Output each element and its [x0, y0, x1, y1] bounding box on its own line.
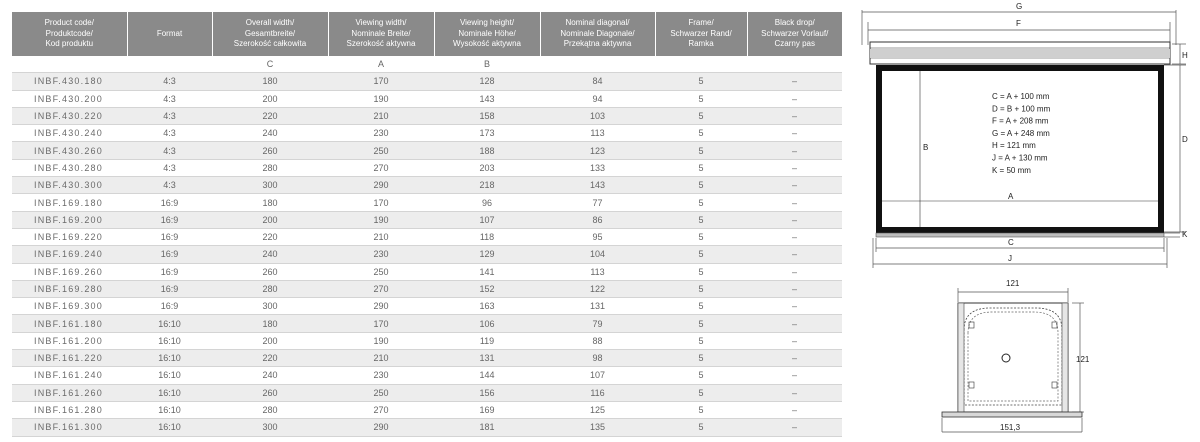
table-cell: 5 [655, 246, 747, 263]
section-base-label: 151,3 [1000, 423, 1021, 432]
table-cell: 200 [212, 332, 328, 349]
table-row [12, 125, 842, 142]
column-header-line: Overall width/ [245, 18, 295, 28]
column-header-line: Format [156, 28, 183, 38]
product-code-cell: INBF.169.180 [12, 194, 127, 211]
dimension-diagram [850, 0, 1200, 442]
table-cell: – [747, 211, 842, 228]
table-cell: 16:9 [127, 194, 212, 211]
bottom-bar [876, 233, 1164, 237]
table-cell: 131 [434, 350, 540, 367]
label-c: C [1008, 238, 1014, 247]
product-code-cell: INBF.430.240 [12, 125, 127, 142]
table-cell: 16:10 [127, 350, 212, 367]
dimension-letter-cell [12, 56, 127, 73]
product-code-cell: INBF.161.200 [12, 332, 127, 349]
table-cell: 260 [212, 263, 328, 280]
table-cell: 4:3 [127, 177, 212, 194]
column-header [12, 12, 127, 56]
table-cell: 5 [655, 298, 747, 315]
table-cell: 94 [540, 90, 655, 107]
column-header-line: Nominale Breite/ [351, 28, 411, 38]
table-cell: 220 [212, 107, 328, 124]
table-row [12, 228, 842, 245]
table-cell: 5 [655, 107, 747, 124]
table-cell: 119 [434, 332, 540, 349]
table-cell: 290 [328, 177, 434, 194]
column-header-line: Viewing width/ [355, 18, 407, 28]
table-cell: 4:3 [127, 125, 212, 142]
table-cell: – [747, 159, 842, 176]
dimension-d [1164, 65, 1186, 232]
column-header-line: Nominale Diagonale/ [560, 28, 635, 38]
product-code-cell: INBF.430.180 [12, 73, 127, 90]
table-cell: 270 [328, 159, 434, 176]
table-cell: 5 [655, 194, 747, 211]
table-cell: 250 [328, 384, 434, 401]
product-code-cell: INBF.430.280 [12, 159, 127, 176]
table-cell: 180 [212, 73, 328, 90]
table-cell: 156 [434, 384, 540, 401]
table-cell: 141 [434, 263, 540, 280]
label-k: K [1182, 230, 1188, 239]
table-cell: 4:3 [127, 107, 212, 124]
table-cell: 250 [328, 142, 434, 159]
table-cell: 5 [655, 177, 747, 194]
table-cell: 300 [212, 298, 328, 315]
column-header-line: Product code/ [44, 18, 94, 28]
label-a: A [1008, 192, 1014, 201]
table-cell: 230 [328, 246, 434, 263]
column-header-line: Szerokość całkowita [233, 39, 307, 49]
column-header-line: Schwarzer Rand/ [670, 28, 732, 38]
table-cell: 200 [212, 211, 328, 228]
table-cell: 152 [434, 280, 540, 297]
formula-line: J = A + 130 mm [992, 153, 1048, 163]
table-cell: 86 [540, 211, 655, 228]
section-width-label: 121 [1006, 279, 1020, 288]
formula-line: G = A + 248 mm [992, 128, 1050, 138]
table-row [12, 159, 842, 176]
table-cell: 5 [655, 228, 747, 245]
formula-line: H = 121 mm [992, 141, 1036, 151]
column-header-line: Gesamtbreite/ [244, 28, 296, 38]
table-cell: 200 [212, 90, 328, 107]
table-cell: 79 [540, 315, 655, 332]
dimension-letter-cell [540, 56, 655, 73]
table-cell: 280 [212, 401, 328, 418]
table-cell: 280 [212, 280, 328, 297]
table-cell: 144 [434, 367, 540, 384]
table-cell: 4:3 [127, 142, 212, 159]
column-header-line: Czarny pas [774, 39, 815, 49]
table-cell: 203 [434, 159, 540, 176]
table-cell: 5 [655, 73, 747, 90]
table-row [12, 280, 842, 297]
product-code-cell: INBF.169.300 [12, 298, 127, 315]
table-cell: 135 [540, 419, 655, 436]
table-cell: – [747, 107, 842, 124]
table-cell: 96 [434, 194, 540, 211]
table-cell: – [747, 73, 842, 90]
table-cell: – [747, 384, 842, 401]
table-cell: 123 [540, 142, 655, 159]
table-cell: 131 [540, 298, 655, 315]
table-header-row [12, 12, 842, 56]
table-cell: 4:3 [127, 159, 212, 176]
table-cell: 260 [212, 142, 328, 159]
table-cell: – [747, 280, 842, 297]
table-cell: – [747, 367, 842, 384]
table-cell: 5 [655, 125, 747, 142]
table-cell: 84 [540, 73, 655, 90]
table-cell: 190 [328, 90, 434, 107]
table-cell: 270 [328, 280, 434, 297]
table-cell: 16:9 [127, 211, 212, 228]
table-body [12, 56, 842, 436]
table-cell: 143 [540, 177, 655, 194]
table-cell: 5 [655, 263, 747, 280]
table-cell: 5 [655, 367, 747, 384]
table-cell: 129 [434, 246, 540, 263]
table-cell: 180 [212, 194, 328, 211]
table-cell: 106 [434, 315, 540, 332]
table-cell: 290 [328, 298, 434, 315]
table-cell: 5 [655, 142, 747, 159]
formula-line: C = A + 100 mm [992, 92, 1050, 101]
table-cell: 260 [212, 384, 328, 401]
table-cell: 128 [434, 73, 540, 90]
dimension-k [1164, 233, 1180, 237]
column-header-line: Wysokość aktywna [453, 39, 521, 49]
table-cell: 170 [328, 73, 434, 90]
table-cell: – [747, 350, 842, 367]
table-cell: 4:3 [127, 90, 212, 107]
table-cell: – [747, 332, 842, 349]
product-code-cell: INBF.430.200 [12, 90, 127, 107]
formula-line: F = A + 208 mm [992, 116, 1049, 126]
table-cell: 240 [212, 125, 328, 142]
table-cell: 300 [212, 177, 328, 194]
formula-line: D = B + 100 mm [992, 104, 1051, 114]
table-cell: 16:10 [127, 332, 212, 349]
table-cell: 143 [434, 90, 540, 107]
section-height-label: 121 [1076, 355, 1090, 364]
table-cell: 16:10 [127, 419, 212, 436]
table-cell: 16:9 [127, 263, 212, 280]
table-row [12, 90, 842, 107]
table-cell: 95 [540, 228, 655, 245]
table-cell: 5 [655, 419, 747, 436]
column-header-line: Produktcode/ [45, 28, 93, 38]
table-cell: 270 [328, 401, 434, 418]
table-cell: 163 [434, 298, 540, 315]
table-cell: 16:9 [127, 280, 212, 297]
table-cell: 290 [328, 419, 434, 436]
column-header-line: Kod produktu [45, 39, 94, 49]
dimension-letter-cell: C [212, 56, 328, 73]
product-code-cell: INBF.161.280 [12, 401, 127, 418]
table-row [12, 246, 842, 263]
table-cell: 133 [540, 159, 655, 176]
table-cell: 125 [540, 401, 655, 418]
table-cell: 107 [434, 211, 540, 228]
table-cell: – [747, 194, 842, 211]
table-cell: 5 [655, 332, 747, 349]
table-row [12, 384, 842, 401]
table-cell: 5 [655, 211, 747, 228]
table-cell: 16:9 [127, 298, 212, 315]
table-cell: 5 [655, 401, 747, 418]
table-cell: – [747, 315, 842, 332]
column-header [655, 12, 747, 56]
column-header-line: Black drop/ [774, 18, 815, 28]
product-code-cell: INBF.161.300 [12, 419, 127, 436]
table-cell: 77 [540, 194, 655, 211]
table-row [12, 107, 842, 124]
table-cell: – [747, 419, 842, 436]
table-cell: 4:3 [127, 73, 212, 90]
column-header-line: Frame/ [688, 18, 714, 28]
product-code-cell: INBF.161.220 [12, 350, 127, 367]
table-cell: 300 [212, 419, 328, 436]
dimension-letter-cell [747, 56, 842, 73]
screen-housing [870, 42, 1170, 64]
table-row [12, 177, 842, 194]
product-code-cell: INBF.430.300 [12, 177, 127, 194]
product-code-cell: INBF.169.280 [12, 280, 127, 297]
product-code-cell: INBF.169.260 [12, 263, 127, 280]
column-header [328, 12, 434, 56]
table-cell: 16:10 [127, 401, 212, 418]
table-cell: 250 [328, 263, 434, 280]
product-code-cell: INBF.161.180 [12, 315, 127, 332]
table-cell: 5 [655, 384, 747, 401]
column-header [434, 12, 540, 56]
table-cell: 16:9 [127, 246, 212, 263]
table-cell: 16:9 [127, 228, 212, 245]
table-cell: 240 [212, 246, 328, 263]
column-header-line: Przekątna aktywna [563, 39, 632, 49]
table-cell: 5 [655, 280, 747, 297]
table-cell: 210 [328, 107, 434, 124]
table-cell: 210 [328, 228, 434, 245]
table-cell: – [747, 125, 842, 142]
column-header [212, 12, 328, 56]
formula-line: K = 50 mm [992, 165, 1031, 175]
table-cell: 240 [212, 367, 328, 384]
table-cell: – [747, 246, 842, 263]
table-cell: – [747, 401, 842, 418]
table-cell: 16:10 [127, 384, 212, 401]
table-cell: 113 [540, 125, 655, 142]
dimension-letter-cell: B [434, 56, 540, 73]
table-row [12, 419, 842, 436]
table-cell: 181 [434, 419, 540, 436]
table-cell: 98 [540, 350, 655, 367]
table-cell: – [747, 142, 842, 159]
table-row [12, 315, 842, 332]
table-cell: 218 [434, 177, 540, 194]
table-cell: 118 [434, 228, 540, 245]
label-b: B [923, 143, 929, 152]
table-row [12, 194, 842, 211]
column-header [540, 12, 655, 56]
dimension-letter-cell [655, 56, 747, 73]
table-cell: – [747, 90, 842, 107]
table-cell: – [747, 263, 842, 280]
table-row [12, 401, 842, 418]
housing-cross-section [942, 288, 1084, 432]
dimension-letter-cell [127, 56, 212, 73]
column-header-line: Schwarzer Vorlauf/ [761, 28, 829, 38]
table-cell: 122 [540, 280, 655, 297]
product-code-cell: INBF.430.260 [12, 142, 127, 159]
formula-list [992, 92, 1051, 175]
table-row [12, 263, 842, 280]
column-header [747, 12, 842, 56]
table-row [12, 73, 842, 90]
column-header-line: Nominale Höhe/ [458, 28, 516, 38]
table-cell: 169 [434, 401, 540, 418]
table-cell: 5 [655, 315, 747, 332]
table-cell: 188 [434, 142, 540, 159]
table-cell: 170 [328, 194, 434, 211]
table-cell: 16:10 [127, 367, 212, 384]
table-cell: 16:10 [127, 315, 212, 332]
spec-table [12, 12, 842, 437]
dimension-lines-bottom [873, 238, 1167, 268]
table-row [12, 298, 842, 315]
table-cell: 107 [540, 367, 655, 384]
table-cell: – [747, 298, 842, 315]
product-code-cell: INBF.161.240 [12, 367, 127, 384]
table-cell: 230 [328, 367, 434, 384]
table-cell: 104 [540, 246, 655, 263]
product-code-cell: INBF.169.220 [12, 228, 127, 245]
product-code-cell: INBF.169.240 [12, 246, 127, 263]
label-d: D [1182, 135, 1188, 144]
column-header-line: Nominal diagonal/ [565, 18, 630, 28]
table-cell: 113 [540, 263, 655, 280]
label-f: F [1016, 19, 1021, 28]
column-header-line: Viewing height/ [459, 18, 515, 28]
table-cell: 103 [540, 107, 655, 124]
product-code-cell: INBF.169.200 [12, 211, 127, 228]
table-row [12, 367, 842, 384]
column-header-line: Szerokość aktywna [346, 39, 416, 49]
table-cell: 5 [655, 350, 747, 367]
table-cell: 180 [212, 315, 328, 332]
table-cell: 210 [328, 350, 434, 367]
column-header [127, 12, 212, 56]
dimension-letter-cell: A [328, 56, 434, 73]
table-cell: 170 [328, 315, 434, 332]
table-cell: 230 [328, 125, 434, 142]
table-cell: 116 [540, 384, 655, 401]
table-cell: 173 [434, 125, 540, 142]
table-cell: 190 [328, 211, 434, 228]
label-g: G [1016, 2, 1023, 11]
product-code-cell: INBF.430.220 [12, 107, 127, 124]
table-cell: 5 [655, 159, 747, 176]
dimension-letter-row [12, 56, 842, 73]
table-cell: – [747, 228, 842, 245]
column-header-line: Ramka [688, 39, 714, 49]
table-cell: 220 [212, 350, 328, 367]
table-cell: 220 [212, 228, 328, 245]
product-code-cell: INBF.161.260 [12, 384, 127, 401]
table-cell: 5 [655, 90, 747, 107]
label-h: H [1182, 51, 1188, 60]
table-row [12, 332, 842, 349]
table-cell: 280 [212, 159, 328, 176]
table-row [12, 142, 842, 159]
label-j: J [1008, 254, 1012, 263]
table-row [12, 211, 842, 228]
table-cell: 158 [434, 107, 540, 124]
table-cell: – [747, 177, 842, 194]
table-cell: 88 [540, 332, 655, 349]
table-row [12, 350, 842, 367]
table-cell: 190 [328, 332, 434, 349]
